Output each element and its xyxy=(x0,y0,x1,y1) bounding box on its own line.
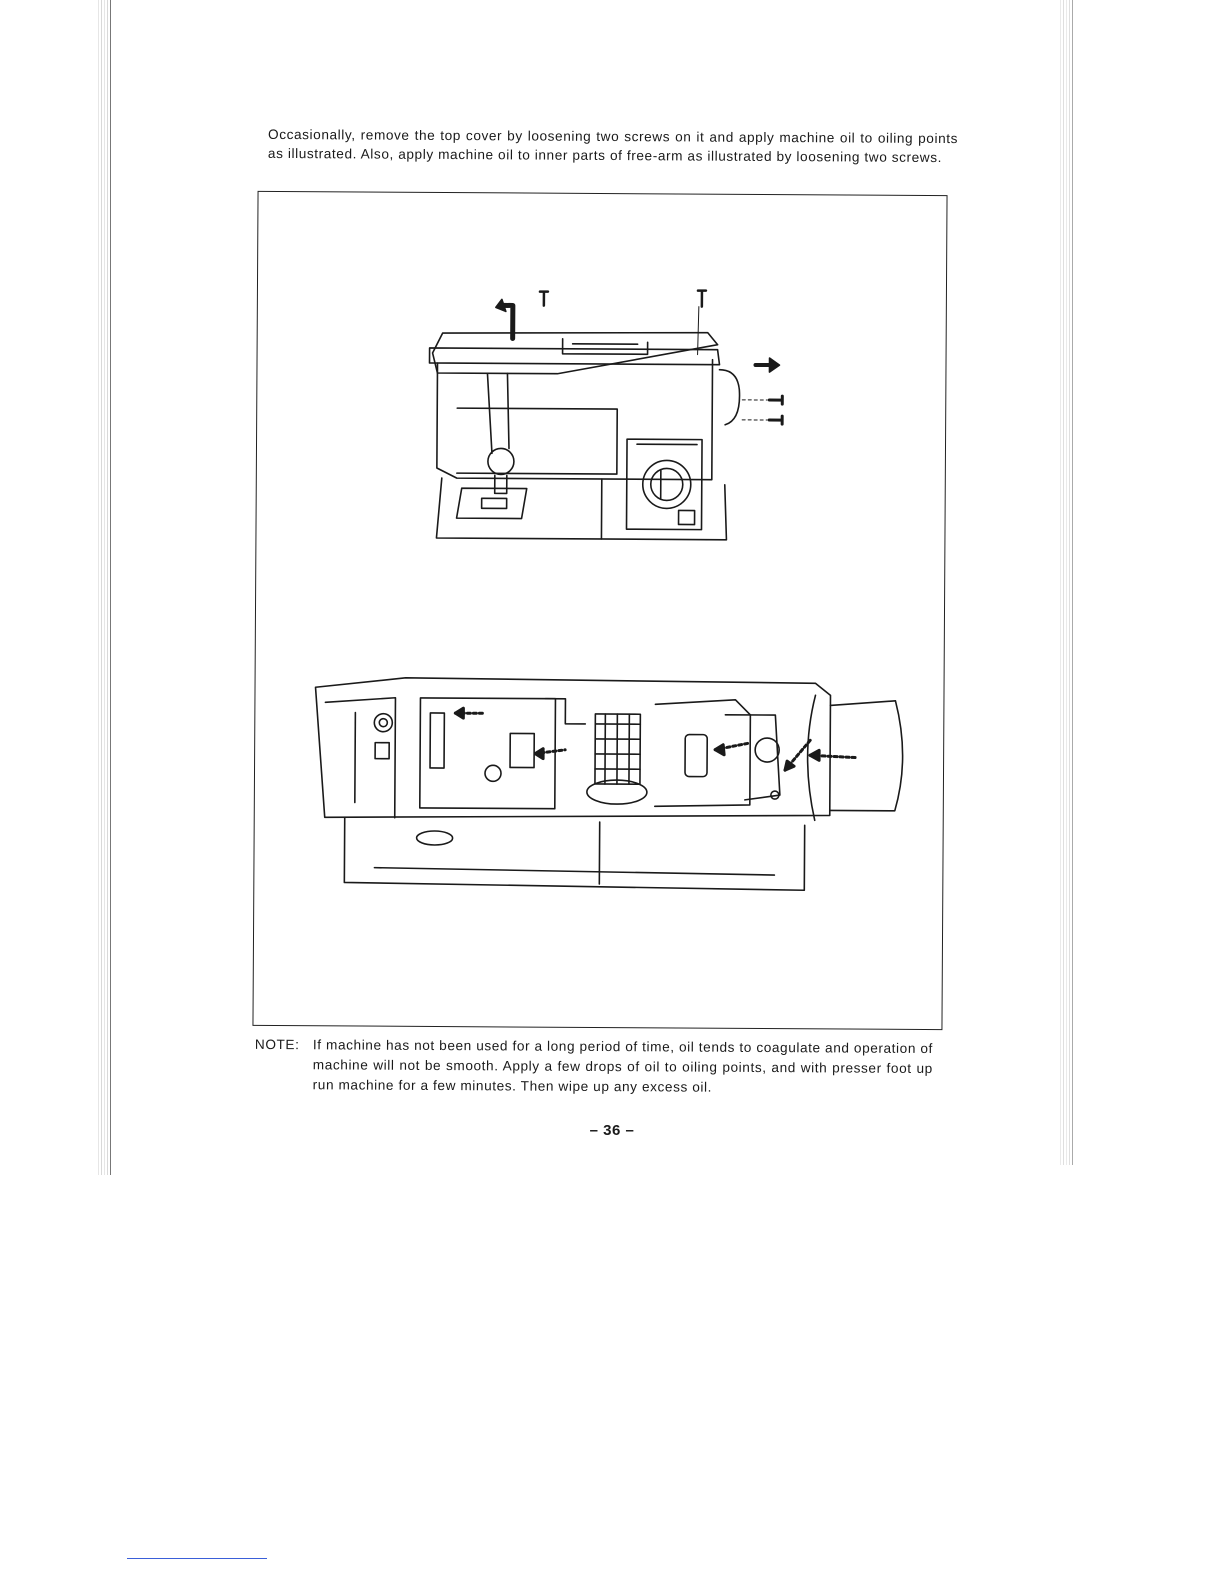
oiling-illustration-frame xyxy=(252,191,947,1030)
oiling-illustration xyxy=(253,192,948,1031)
intro-paragraph: Occasionally, remove the top cover by loosening two screws on it and apply machine oil to oiling points as illustrated. Also, apply machine oil to inner parts of free-arm as illustrated by loosening two screws. xyxy=(267,126,959,165)
note-block xyxy=(254,1035,945,1095)
free-arm-interior-drawing xyxy=(314,677,903,891)
machine-top-view-drawing xyxy=(428,289,783,540)
page-number: – 36 – xyxy=(589,1122,635,1139)
note-label: NOTE: xyxy=(254,1036,300,1053)
footer-rule xyxy=(127,1558,267,1559)
scan-edge-left-line xyxy=(110,0,111,1175)
note-text: If machine has not been used for a long period of time, oil tends to coagulate and operation of machine will not be smooth. Apply a few drops of oil to oiling points, and with presser foot up run machine for a few minutes. Then wipe up any excess oil. xyxy=(312,1037,933,1095)
scan-edge-right-line xyxy=(1072,0,1073,1165)
